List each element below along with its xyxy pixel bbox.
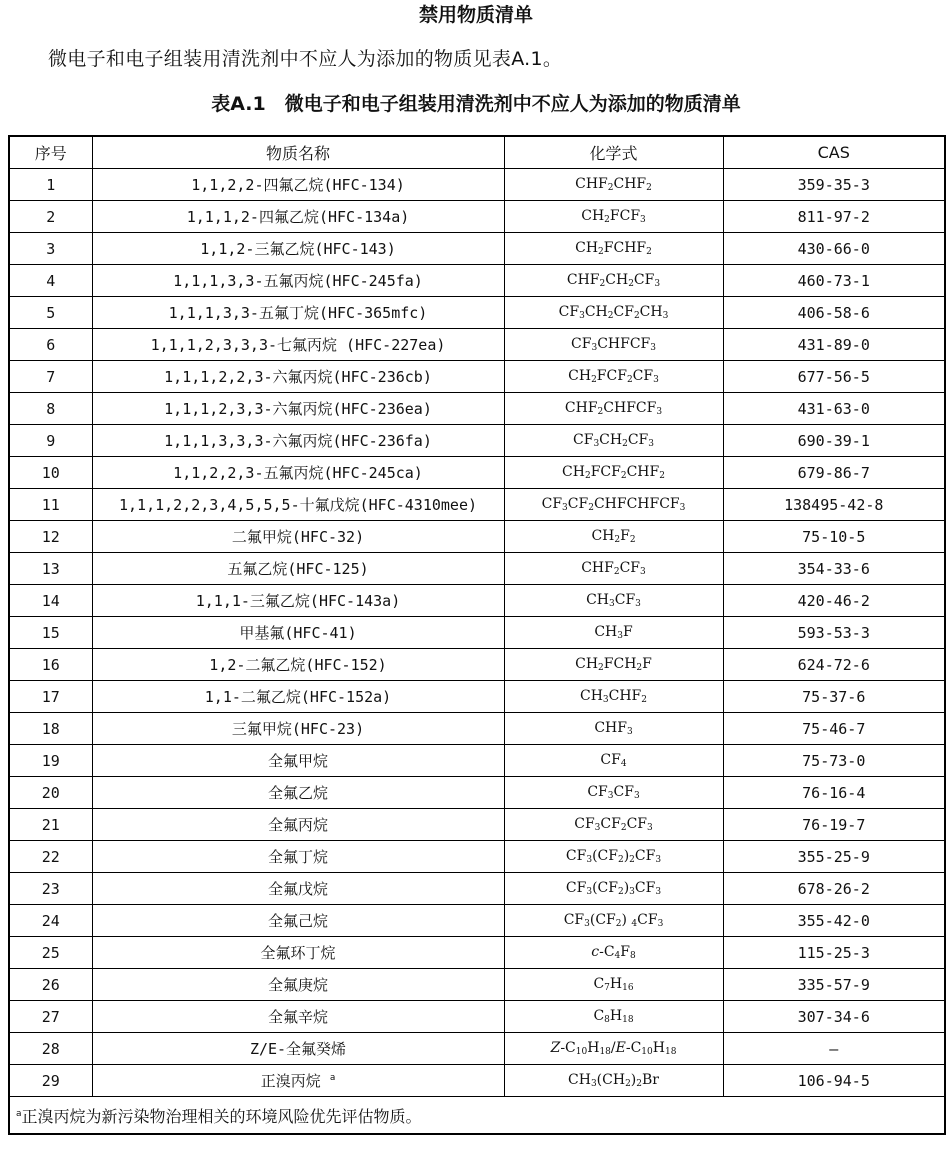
cas-number: 355-25-9 <box>723 841 945 873</box>
chemical-formula: $CH_2FCHF_2$ <box>504 233 723 265</box>
table-row <box>9 297 945 329</box>
cas-number: 75-37-6 <box>723 681 945 713</box>
header-no: 序号 <box>9 136 92 169</box>
row-number: 18 <box>9 713 92 745</box>
row-number: 10 <box>9 457 92 489</box>
row-number: 14 <box>9 585 92 617</box>
row-number: 29 <box>9 1065 92 1097</box>
cas-number: 624-72-6 <box>723 649 945 681</box>
table-row <box>9 425 945 457</box>
row-number: 23 <box>9 873 92 905</box>
row-number: 22 <box>9 841 92 873</box>
substance-name <box>92 169 504 201</box>
cas-number: 811-97-2 <box>723 201 945 233</box>
chemical-formula: $CF_3CHFCF_3$ <box>504 329 723 361</box>
substance-name <box>92 1001 504 1033</box>
table-caption: 表A.1 微电子和电子组装用清洗剂中不应人为添加的物质清单 <box>211 93 741 115</box>
chemical-formula: $CF_3CF_3$ <box>504 777 723 809</box>
page-heading: 禁用物质清单 <box>418 4 533 26</box>
substance-name-text: 1,1,1,2,3,3-六氟丙烷(HFC-236ea) <box>164 400 432 418</box>
substance-name-text: 1,1,1,3,3-五氟丁烷(HFC-365mfc) <box>168 304 428 322</box>
row-number: 8 <box>9 393 92 425</box>
substance-name-text: 1,1,1,2,3,3,3-七氟丙烷 (HFC-227ea) <box>150 336 446 354</box>
substance-name <box>92 937 504 969</box>
table-row <box>9 905 945 937</box>
substance-name-text: 全氟丁烷 <box>267 848 328 866</box>
chemical-formula: $C_8H_{18}$ <box>504 1001 723 1033</box>
row-number: 24 <box>9 905 92 937</box>
intro-paragraph: 微电子和电子组装用清洗剂中不应人为添加的物质见表A.1。 <box>48 48 563 70</box>
chemical-formula: $CH_2FCF_3$ <box>504 201 723 233</box>
table-row <box>9 937 945 969</box>
table-row <box>9 777 945 809</box>
table-row <box>9 233 945 265</box>
row-number: 7 <box>9 361 92 393</box>
substance-name-text: 1,1,1,2,2,3,4,5,5,5-十氟戊烷(HFC-4310mee) <box>118 496 477 514</box>
substance-name-text: 1,1,1,3,3,3-六氟丙烷(HFC-236fa) <box>164 432 432 450</box>
cas-number: 593-53-3 <box>723 617 945 649</box>
cas-number: 76-16-4 <box>723 777 945 809</box>
substance-name <box>92 1065 504 1097</box>
substance-name-text: 全氟己烷 <box>267 912 328 930</box>
chemical-formula: $CH_3F$ <box>504 617 723 649</box>
cas-number: 359-35-3 <box>723 169 945 201</box>
substance-name-text: 五氟乙烷(HFC-125) <box>227 560 369 578</box>
chemical-formula: $CH_2F_2$ <box>504 521 723 553</box>
substance-name <box>92 745 504 777</box>
substance-name-text: 1,1,1-三氟乙烷(HFC-143a) <box>195 592 401 610</box>
table-row <box>9 745 945 777</box>
table-footnote <box>9 1097 945 1135</box>
table-row <box>9 873 945 905</box>
chemical-formula: $CF_3(CF_2)_2CF_3$ <box>504 841 723 873</box>
chemical-formula: $Z-C_{10}H_{18}/E-C_{10}H_{18}$ <box>504 1033 723 1065</box>
cas-number: 355-42-0 <box>723 905 945 937</box>
substance-name-text: 1,2-二氟乙烷(HFC-152) <box>209 656 387 674</box>
row-number: 21 <box>9 809 92 841</box>
chemical-formula: $CH_3CF_3$ <box>504 585 723 617</box>
substance-name-text: 全氟辛烷 <box>267 1008 328 1026</box>
header-formula: 化学式 <box>504 136 723 169</box>
substance-name <box>92 969 504 1001</box>
substance-name <box>92 713 504 745</box>
substance-name-text: 1,1,1,3,3-五氟丙烷(HFC-245fa) <box>173 272 423 290</box>
substance-name <box>92 201 504 233</box>
chemical-formula: $C_7H_{16}$ <box>504 969 723 1001</box>
row-number: 12 <box>9 521 92 553</box>
cas-number: 75-73-0 <box>723 745 945 777</box>
cas-number: 690-39-1 <box>723 425 945 457</box>
footnote-row <box>9 1097 945 1135</box>
chemical-formula: $CF_3CH_2CF_3$ <box>504 425 723 457</box>
table-header-row <box>9 136 945 169</box>
substance-name <box>92 457 504 489</box>
row-number: 15 <box>9 617 92 649</box>
substance-name <box>92 649 504 681</box>
substance-name-text: 正溴丙烷 <box>260 1072 321 1090</box>
table-row <box>9 841 945 873</box>
row-number: 11 <box>9 489 92 521</box>
substance-name-text: 二氟甲烷(HFC-32) <box>231 528 365 546</box>
chemical-formula: $c-C_4F_8$ <box>504 937 723 969</box>
substance-name <box>92 425 504 457</box>
cas-number: 679-86-7 <box>723 457 945 489</box>
cas-number: 431-89-0 <box>723 329 945 361</box>
chemical-formula: $CH_2FCF_2CHF_2$ <box>504 457 723 489</box>
row-number: 9 <box>9 425 92 457</box>
row-number: 13 <box>9 553 92 585</box>
chemical-formula: $CH_2FCF_2CF_3$ <box>504 361 723 393</box>
row-number: 19 <box>9 745 92 777</box>
footnote-mark: a <box>16 1108 22 1119</box>
substance-name <box>92 905 504 937</box>
table-row <box>9 1065 945 1097</box>
substance-name-text: 全氟环丁烷 <box>260 944 336 962</box>
substance-name-text: 甲基氟(HFC-41) <box>239 624 357 642</box>
cas-number: 406-58-6 <box>723 297 945 329</box>
table-row <box>9 329 945 361</box>
table-row <box>9 521 945 553</box>
substance-name <box>92 809 504 841</box>
table-row <box>9 201 945 233</box>
row-number: 3 <box>9 233 92 265</box>
cas-number: 307-34-6 <box>723 1001 945 1033</box>
row-number: 16 <box>9 649 92 681</box>
substance-name-text: 全氟甲烷 <box>267 752 328 770</box>
row-number: 27 <box>9 1001 92 1033</box>
cas-number: 75-10-5 <box>723 521 945 553</box>
substance-name <box>92 585 504 617</box>
cas-number: — <box>723 1033 945 1065</box>
table-row <box>9 393 945 425</box>
substance-name <box>92 265 504 297</box>
chemical-formula: $CF_3CH_2CF_2CH_3$ <box>504 297 723 329</box>
table-row <box>9 1001 945 1033</box>
table-row <box>9 1033 945 1065</box>
row-number: 28 <box>9 1033 92 1065</box>
substance-name <box>92 617 504 649</box>
substance-name <box>92 393 504 425</box>
footnote-ref-mark: a <box>329 1073 336 1083</box>
substance-name-text: 三氟甲烷(HFC-23) <box>231 720 365 738</box>
substance-name <box>92 777 504 809</box>
substance-name-text: 全氟丙烷 <box>267 816 328 834</box>
substance-name <box>92 489 504 521</box>
chemical-formula: $CH_3(CH_2)_2Br$ <box>504 1065 723 1097</box>
footnote-text: 正溴丙烷为新污染物治理相关的环境风险优先评估物质。 <box>21 1106 422 1126</box>
cas-number: 335-57-9 <box>723 969 945 1001</box>
table-row <box>9 809 945 841</box>
substance-name-text: 1,1,1,2,2,3-六氟丙烷(HFC-236cb) <box>164 368 432 386</box>
chemical-formula: $CF_3CF_2CF_3$ <box>504 809 723 841</box>
substance-name-text: 1,1,2,2-四氟乙烷(HFC-134) <box>191 176 405 194</box>
chemical-formula: $CF_3(CF_2)_3CF_3$ <box>504 873 723 905</box>
cas-number: 75-46-7 <box>723 713 945 745</box>
cas-number: 420-46-2 <box>723 585 945 617</box>
cas-number: 460-73-1 <box>723 265 945 297</box>
substance-name-text: 全氟乙烷 <box>267 784 328 802</box>
row-number: 20 <box>9 777 92 809</box>
substance-name <box>92 521 504 553</box>
substance-name <box>92 297 504 329</box>
table-row <box>9 169 945 201</box>
header-cas: CAS <box>723 136 945 169</box>
chemical-formula: $CHF_2CH_2CF_3$ <box>504 265 723 297</box>
table-row <box>9 553 945 585</box>
substance-name-text: Z/E-全氟癸烯 <box>249 1040 347 1058</box>
row-number: 5 <box>9 297 92 329</box>
substance-name <box>92 233 504 265</box>
cas-number: 430-66-0 <box>723 233 945 265</box>
cas-number: 354-33-6 <box>723 553 945 585</box>
substance-name-text: 1,1,2-三氟乙烷(HFC-143) <box>200 240 396 258</box>
substance-name <box>92 841 504 873</box>
table-row <box>9 713 945 745</box>
row-number: 17 <box>9 681 92 713</box>
substance-name-text: 1,1,2,2,3-五氟丙烷(HFC-245ca) <box>173 464 423 482</box>
cas-number: 677-56-5 <box>723 361 945 393</box>
cas-number: 115-25-3 <box>723 937 945 969</box>
substance-name <box>92 329 504 361</box>
row-number: 26 <box>9 969 92 1001</box>
substance-name <box>92 361 504 393</box>
table-row <box>9 489 945 521</box>
cas-number: 138495-42-8 <box>723 489 945 521</box>
cas-number: 678-26-2 <box>723 873 945 905</box>
substance-name <box>92 1033 504 1065</box>
chemical-formula: $CHF_2CF_3$ <box>504 553 723 585</box>
chemical-formula: $CHF_2CHF_2$ <box>504 169 723 201</box>
substance-name-text: 全氟戊烷 <box>267 880 328 898</box>
substance-name <box>92 873 504 905</box>
chemical-formula: $CH_2FCH_2F$ <box>504 649 723 681</box>
table-row <box>9 265 945 297</box>
chemical-formula: $CF_4$ <box>504 745 723 777</box>
table-row <box>9 617 945 649</box>
row-number: 4 <box>9 265 92 297</box>
cas-number: 431-63-0 <box>723 393 945 425</box>
table-body <box>9 169 945 1097</box>
substance-name-text: 1,1,1,2-四氟乙烷(HFC-134a) <box>186 208 410 226</box>
row-number: 1 <box>9 169 92 201</box>
chemical-formula: $CHF_2CHFCF_3$ <box>504 393 723 425</box>
chemical-formula: $CF_3CF_2CHFCHFCF_3$ <box>504 489 723 521</box>
row-number: 6 <box>9 329 92 361</box>
table-row <box>9 969 945 1001</box>
table-row <box>9 457 945 489</box>
substance-table <box>8 135 946 1135</box>
header-name: 物质名称 <box>92 136 504 169</box>
chemical-formula: $CHF_3$ <box>504 713 723 745</box>
chemical-formula: $CH_3CHF_2$ <box>504 681 723 713</box>
cas-number: 76-19-7 <box>723 809 945 841</box>
table-row <box>9 649 945 681</box>
table-row <box>9 361 945 393</box>
substance-name <box>92 553 504 585</box>
substance-name-text: 全氟庚烷 <box>267 976 328 994</box>
row-number: 2 <box>9 201 92 233</box>
substance-name <box>92 681 504 713</box>
row-number: 25 <box>9 937 92 969</box>
table-row <box>9 681 945 713</box>
cas-number: 106-94-5 <box>723 1065 945 1097</box>
table-row <box>9 585 945 617</box>
substance-name-text: 1,1-二氟乙烷(HFC-152a) <box>204 688 392 706</box>
chemical-formula: $CF_3(CF_2)$ $_4CF_3$ <box>504 905 723 937</box>
